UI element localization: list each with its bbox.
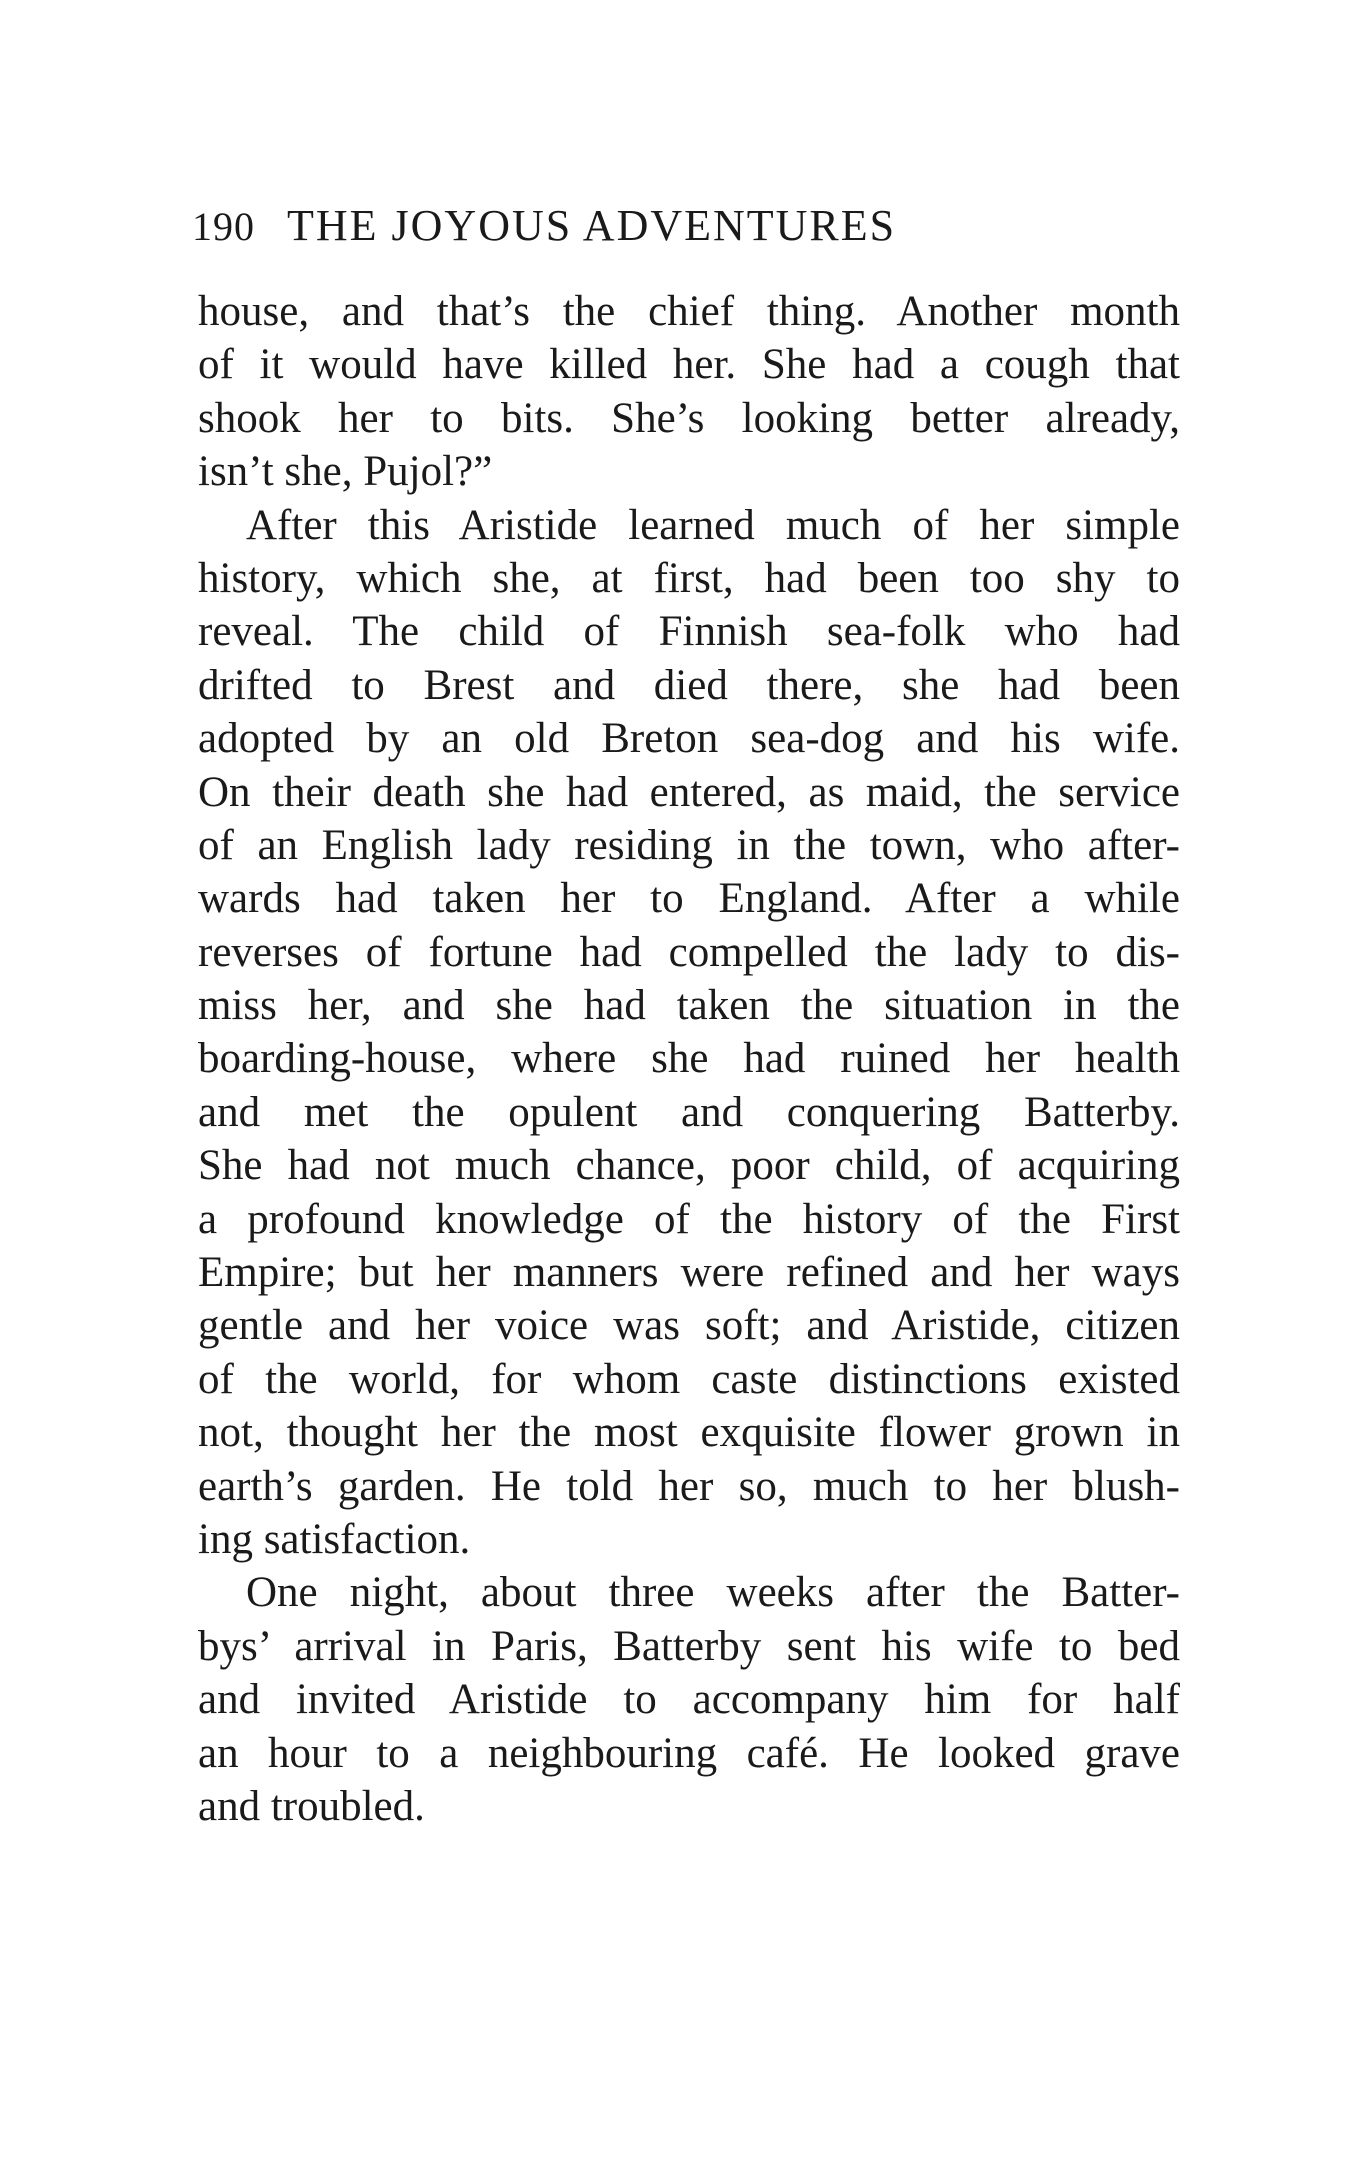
text-line: earth’s garden. He told her so, much to her blush- xyxy=(198,1462,1180,1510)
text-line: and troubled. xyxy=(198,1782,425,1830)
text-line: She had not much chance, poor child, of acquiring xyxy=(198,1142,1180,1190)
text-line: miss her, and she had taken the situation in the xyxy=(198,982,1180,1030)
text-line: After this Aristide learned much of her simple xyxy=(246,501,1180,549)
book-title: THE JOYOUS ADVENTURES xyxy=(287,201,897,250)
text-line: wards had taken her to England. After a while xyxy=(198,875,1180,923)
text-line: drifted to Brest and died there, she had been xyxy=(198,661,1180,709)
page-number: 190 xyxy=(192,204,255,249)
text-line: isn’t she, Pujol?” xyxy=(198,448,493,496)
text-line: of it would have killed her. She had a cough that xyxy=(198,341,1180,389)
text-line: and invited Aristide to accompany him for half xyxy=(198,1676,1180,1724)
text-line: One night, about three weeks after the Batter- xyxy=(246,1569,1180,1617)
text-line: adopted by an old Breton sea-dog and his wife. xyxy=(198,715,1180,763)
text-line: gentle and her voice was soft; and Aristide, citizen xyxy=(198,1302,1180,1350)
text-line: a profound knowledge of the history of the First xyxy=(198,1195,1180,1243)
text-line: shook her to bits. She’s looking better already, xyxy=(198,394,1180,442)
text-line: and met the opulent and conquering Batterby. xyxy=(198,1088,1180,1136)
text-line: not, thought her the most exquisite flower grown in xyxy=(198,1409,1180,1457)
running-head xyxy=(192,196,1072,256)
text-line: history, which she, at first, had been too shy to xyxy=(198,554,1180,602)
text-line: bys’ arrival in Paris, Batterby sent his wife to bed xyxy=(198,1622,1180,1670)
text-line: of the world, for whom caste distinctions existed xyxy=(198,1355,1180,1403)
text-line: On their death she had entered, as maid, the service xyxy=(198,768,1180,816)
body-text xyxy=(198,285,1180,1833)
text-line: reveal. The child of Finnish sea-folk who had xyxy=(198,608,1180,656)
text-line: house, and that’s the chief thing. Another month xyxy=(198,288,1180,335)
text-line: an hour to a neighbouring café. He looked grave xyxy=(198,1729,1180,1777)
text-line: Empire; but her manners were refined and her ways xyxy=(198,1249,1180,1297)
text-line: ing satisfaction. xyxy=(198,1515,471,1563)
text-line: of an English lady residing in the town, who after- xyxy=(198,821,1180,869)
text-line: reverses of fortune had compelled the lady to dis- xyxy=(198,928,1180,976)
text-line: boarding-house, where she had ruined her health xyxy=(198,1035,1180,1083)
